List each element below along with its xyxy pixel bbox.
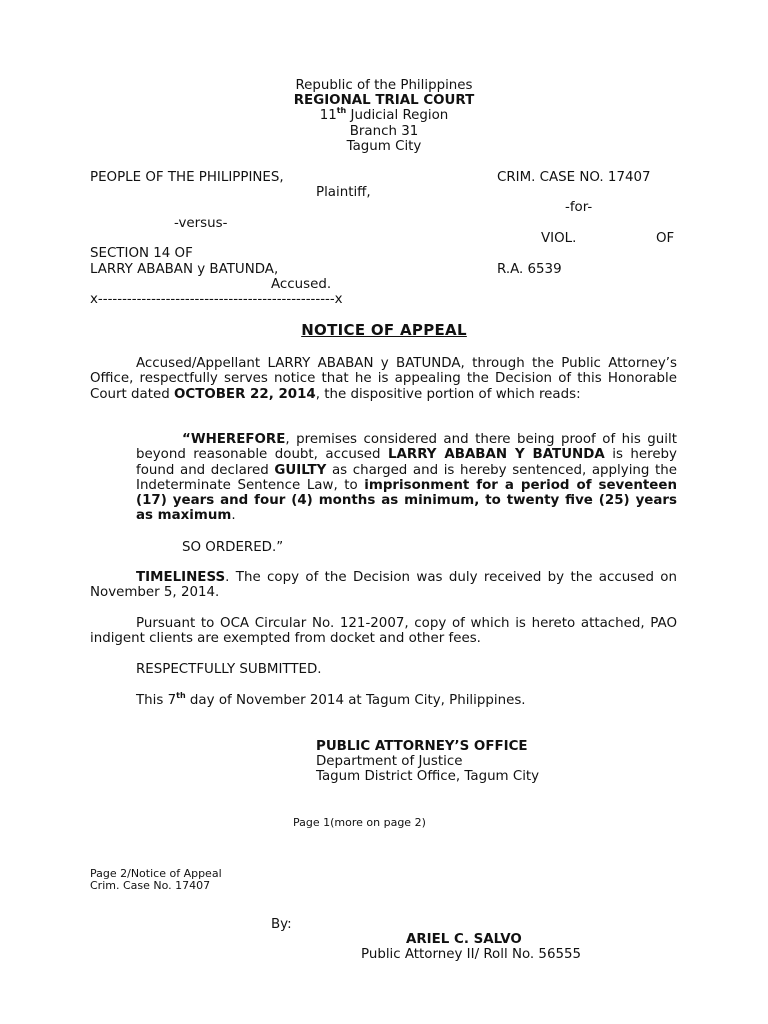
document-title: NOTICE OF APPEAL xyxy=(301,321,467,339)
header-region: 11th Judicial Region xyxy=(319,105,449,123)
dispositive-quote: “WHEREFORE, premises considered and there being proof of his guilt beyond reasonable doubt, accused LARRY ABABAN Y BATUNDA is hereby found and declared GUILTY as charged and is hereby sentenced, applying the Indeterminate Sentence Law, to imprisonment for a period of seventeen (17) years and four (4) months as minimum, to twenty five (25) years as maximum. xyxy=(136,432,677,524)
pursuant-paragraph: Pursuant to OCA Circular No. 121-2007, copy of which is hereto attached, PAO indigent clients are exempted from docket and other fees. xyxy=(90,616,677,647)
header-court: REGIONAL TRIAL COURT xyxy=(293,93,475,108)
signatory-name: ARIEL C. SALVO xyxy=(406,932,522,947)
header-republic: Republic of the Philippines xyxy=(295,78,473,93)
case-ra: R.A. 6539 xyxy=(497,262,562,277)
caption-plaintiff: PEOPLE OF THE PHILIPPINES, xyxy=(90,170,284,185)
caption-versus: -versus- xyxy=(174,216,228,231)
header-branch: Branch 31 xyxy=(349,124,419,139)
office-district: Tagum District Office, Tagum City xyxy=(316,769,540,784)
page-2-header-title: Page 2/Notice of Appeal xyxy=(90,867,222,880)
caption-accused: LARRY ABABAN y BATUNDA, xyxy=(90,262,279,277)
intro-paragraph: Accused/Appellant LARRY ABABAN y BATUNDA, through the Public Attorney’s Office, respectfully serves notice that he is appealing the Decision of this Honorable Court dated OCTOBER 22, 2014, the dispositive portion of which reads: xyxy=(90,356,677,402)
date-line: This 7th day of November 2014 at Tagum City, Philippines. xyxy=(136,690,526,708)
office-department: Department of Justice xyxy=(316,754,463,769)
case-number: CRIM. CASE NO. 17407 xyxy=(497,170,651,185)
caption-divider: x-------------------------------------------------x xyxy=(90,292,343,307)
header-city: Tagum City xyxy=(346,139,422,154)
page-2-header-case: Crim. Case No. 17407 xyxy=(90,879,211,892)
timeliness-paragraph: TIMELINESS. The copy of the Decision was duly received by the accused on November 5, 2014. xyxy=(90,570,677,601)
case-for: -for- xyxy=(565,200,593,215)
signatory-title: Public Attorney II/ Roll No. 56555 xyxy=(361,947,582,962)
by-label: By: xyxy=(271,917,292,932)
case-of: OF xyxy=(656,231,675,246)
so-ordered: SO ORDERED.” xyxy=(182,540,284,555)
caption-section: SECTION 14 OF xyxy=(90,246,193,261)
respectfully-submitted: RESPECTFULLY SUBMITTED. xyxy=(136,662,322,677)
case-viol: VIOL. xyxy=(541,231,577,246)
office-name: PUBLIC ATTORNEY’S OFFICE xyxy=(316,739,528,754)
caption-plaintiff-role: Plaintiff, xyxy=(316,185,371,200)
caption-accused-role: Accused. xyxy=(271,277,332,292)
page-1-footer: Page 1(more on page 2) xyxy=(293,816,426,829)
